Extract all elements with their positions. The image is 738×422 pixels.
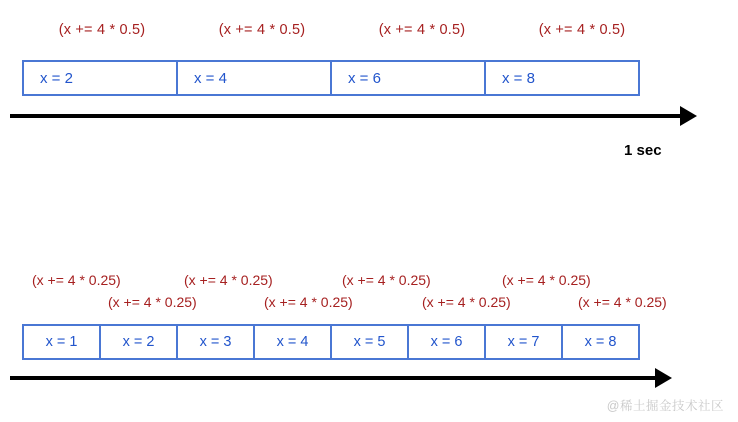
expression-label: (x += 4 * 0.5) [58,22,146,38]
step-cell: x = 5 [332,326,409,358]
expression-label: (x += 4 * 0.25) [108,294,197,310]
expression-label: (x += 4 * 0.25) [422,294,511,310]
step-cell: x = 8 [584,334,617,350]
step-cell: x = 2 [101,326,178,358]
step-cell: x = 2 [24,62,178,94]
timeline-section-half-second [0,0,738,180]
axis-arrow-icon [655,368,672,388]
axis-line [10,376,655,380]
expression-labels-row-2-bottom [24,294,724,314]
step-boxes-row-2 [22,324,640,360]
time-axis-2 [10,368,698,388]
axis-arrow-icon [680,106,697,126]
expression-label: (x += 4 * 0.25) [502,272,591,288]
time-axis-1 [10,106,698,126]
expression-label: (x += 4 * 0.5) [218,22,306,38]
expression-label: (x += 4 * 0.25) [264,294,353,310]
expression-labels-row-2-top [24,272,724,292]
expression-label: (x += 4 * 0.25) [342,272,431,288]
step-cell: x = 6 [332,62,486,94]
expression-label: (x += 4 * 0.5) [378,22,466,38]
step-cell: x = 4 [178,62,332,94]
step-cell: x = 7 [486,326,563,358]
expression-label: (x += 4 * 0.5) [538,22,626,38]
step-cell: x = 3 [178,326,255,358]
axis-line [10,114,680,118]
axis-duration-label: 1 sec [624,142,662,159]
expression-labels-row-1 [22,22,662,38]
step-cell: x = 8 [502,69,535,87]
expression-label: (x += 4 * 0.25) [32,272,121,288]
step-cell: x = 1 [24,326,101,358]
expression-label: (x += 4 * 0.25) [184,272,273,288]
step-boxes-row-1 [22,60,640,96]
expression-label: (x += 4 * 0.25) [578,294,667,310]
watermark: @稀土掘金技术社区 [606,399,724,413]
step-cell: x = 4 [255,326,332,358]
step-cell: x = 6 [409,326,486,358]
